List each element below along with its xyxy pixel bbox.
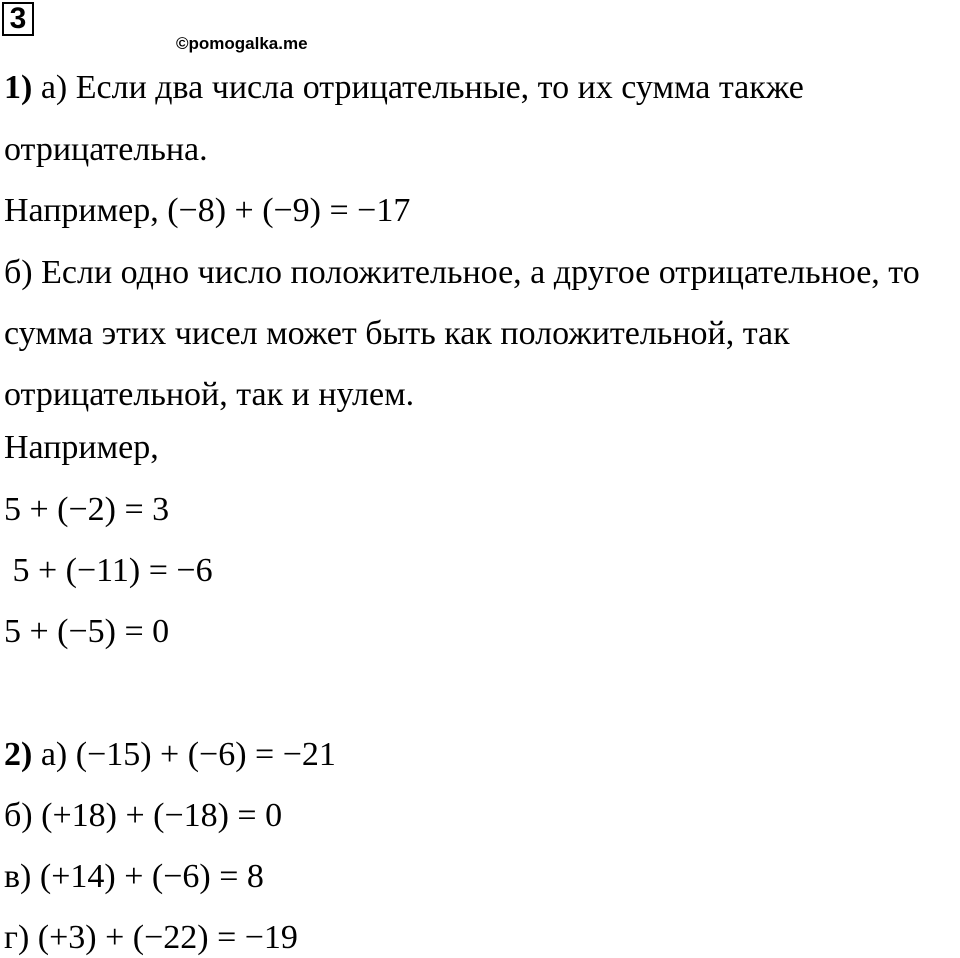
part1-line-b3: отрицательной, так и нулем. <box>4 376 415 413</box>
part2-text-a: а) (−15) + (−6) = −21 <box>32 736 336 773</box>
part1-line-b2: сумма этих чисел может быть как положительной, так <box>4 315 790 352</box>
part2-line-c: в) (+14) + (−6) = 8 <box>4 858 264 895</box>
part2-line-a <box>4 735 336 775</box>
part2-label: 2) <box>4 736 33 773</box>
part2-line-d: г) (+3) + (−22) = −19 <box>4 919 298 956</box>
part1-example-1: 5 + (−2) = 3 <box>4 491 170 528</box>
part1-example-3: 5 + (−5) = 0 <box>4 613 170 650</box>
task-number: 3 <box>2 2 34 36</box>
watermark: ©pomogalka.me <box>176 34 308 53</box>
part1-line-a3: Например, (−8) + (−9) = −17 <box>4 192 411 229</box>
part1-label: 1) <box>4 69 33 106</box>
part1-example-2: 5 + (−11) = −6 <box>4 552 213 589</box>
part1-line-a1 <box>4 68 804 108</box>
part1-line-b4: Например, <box>4 429 159 466</box>
part1-line-b1: б) Если одно число положительное, а другое отрицательное, то <box>4 254 920 291</box>
part1-text-a1: а) Если два числа отрицательные, то их сумма также <box>32 69 804 106</box>
part1-line-a2: отрицательна. <box>4 131 208 168</box>
part2-line-b: б) (+18) + (−18) = 0 <box>4 797 283 834</box>
